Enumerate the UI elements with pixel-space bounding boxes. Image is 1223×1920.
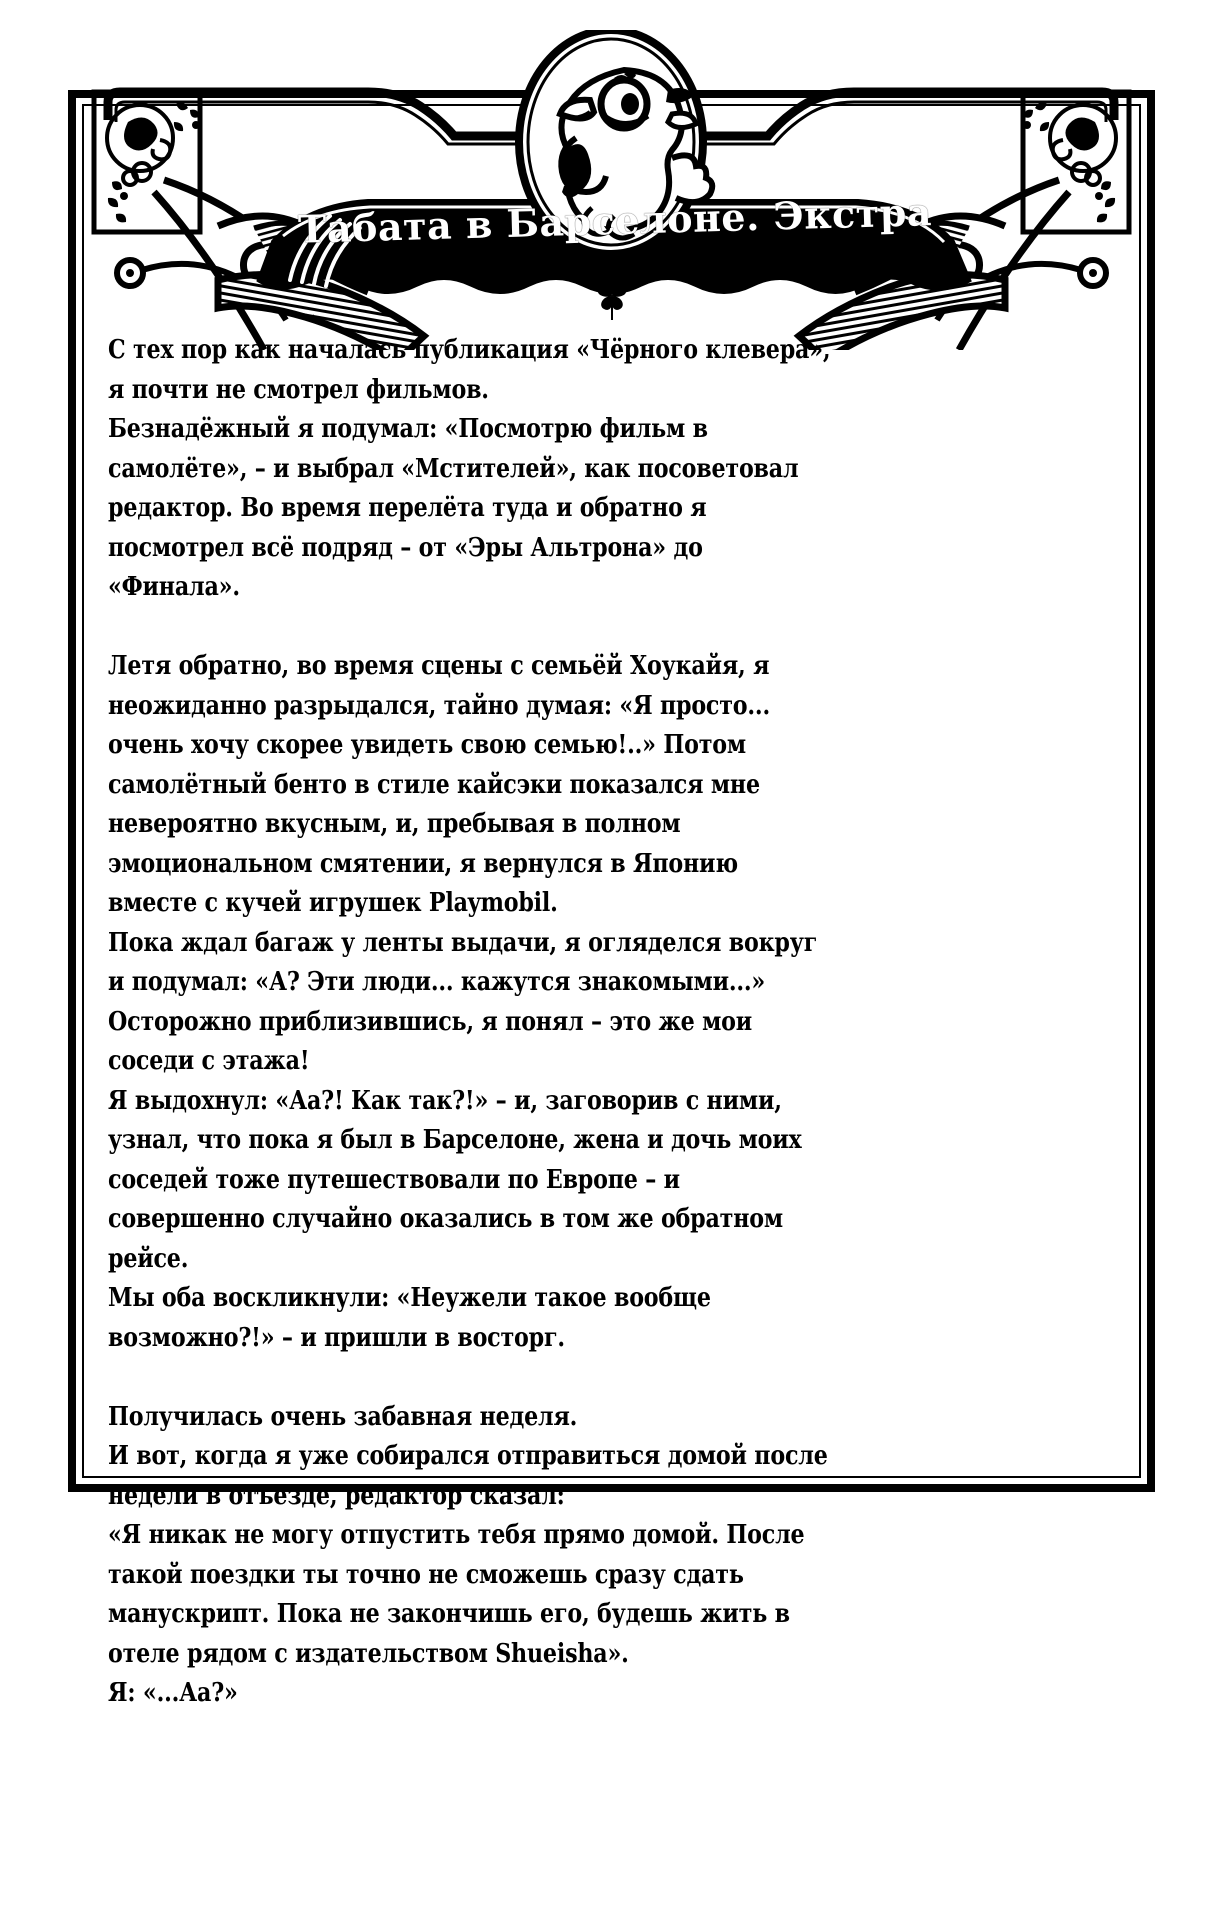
text-line: вместе с кучей игрушек Playmobil. <box>108 887 558 918</box>
text-line: Получилась очень забавная неделя. <box>108 1400 578 1432</box>
text-line: возможно?!» – и пришли в восторг. <box>108 1321 565 1353</box>
paragraph-1 <box>108 330 852 607</box>
paragraph-2 <box>108 646 852 1357</box>
page-title: Табата в Барселоне. Экстра <box>296 188 933 252</box>
text-line: С тех пор как началась публикация «Чёрного клевера», <box>108 334 831 365</box>
title-banner-text-wrap <box>112 150 1112 290</box>
text-line: самолёте», – и выбрал «Мстителей», как посоветовал <box>108 452 799 484</box>
text-line: очень хочу скорее увидеть свою семью!..» Потом <box>108 729 746 760</box>
text-line: И вот, когда я уже собирался отправиться домой после <box>108 1440 828 1471</box>
text-line: манускрипт. Пока не закончишь его, будешь жить в <box>108 1598 790 1629</box>
afterword-body-text <box>108 330 852 1713</box>
text-line: Летя обратно, во время сцены с семьёй Хоукайя, я <box>108 650 770 681</box>
text-line: недели в отъезде, редактор сказал: <box>108 1479 565 1511</box>
text-line: редактор. Во время перелёта туда и обратно я <box>108 492 707 523</box>
text-line: соседи с этажа! <box>108 1045 310 1076</box>
text-line: совершенно случайно оказались в том же обратном <box>108 1203 783 1234</box>
text-line: самолётный бенто в стиле кайсэки показался мне <box>108 768 760 800</box>
text-line: соседей тоже путешествовали по Европе – и <box>108 1163 680 1195</box>
text-line: узнал, что пока я был в Барселоне, жена и дочь моих <box>108 1124 802 1155</box>
text-line: неожиданно разрыдался, тайно думая: «Я просто... <box>108 689 771 721</box>
text-line: посмотрел всё подряд – от «Эры Альтрона» до <box>108 531 703 563</box>
text-line: Я выдохнул: «Аа?! Как так?!» – и, заговорив с ними, <box>108 1084 782 1116</box>
text-line: эмоциональном смятении, я вернулся в Японию <box>108 847 738 879</box>
text-line: я почти не смотрел фильмов. <box>108 373 489 405</box>
text-line: рейсе. <box>108 1242 189 1274</box>
text-line: Пока ждал багаж у ленты выдачи, я огляделся вокруг <box>108 926 818 958</box>
text-line: «Финала». <box>108 571 240 602</box>
four-leaf-clover-icon <box>592 276 632 320</box>
text-line: Я: «...Аа?» <box>108 1677 238 1708</box>
paragraph-3 <box>108 1397 852 1713</box>
text-line: Безнадёжный я подумал: «Посмотрю фильм в <box>108 413 708 444</box>
text-line: Осторожно приблизившись, я понял – это же мои <box>108 1005 753 1037</box>
text-line: отеле рядом с издательством Shueisha». <box>108 1637 629 1669</box>
text-line: и подумал: «А? Эти люди... кажутся знакомыми...» <box>108 966 766 997</box>
text-line: «Я никак не могу отпустить тебя прямо домой. После <box>108 1519 805 1550</box>
text-line: такой поездки ты точно не сможешь сразу сдать <box>108 1558 744 1590</box>
text-line: Мы оба воскликнули: «Неужели такое вообще <box>108 1282 711 1313</box>
text-line: невероятно вкусным, и, пребывая в полном <box>108 808 681 839</box>
